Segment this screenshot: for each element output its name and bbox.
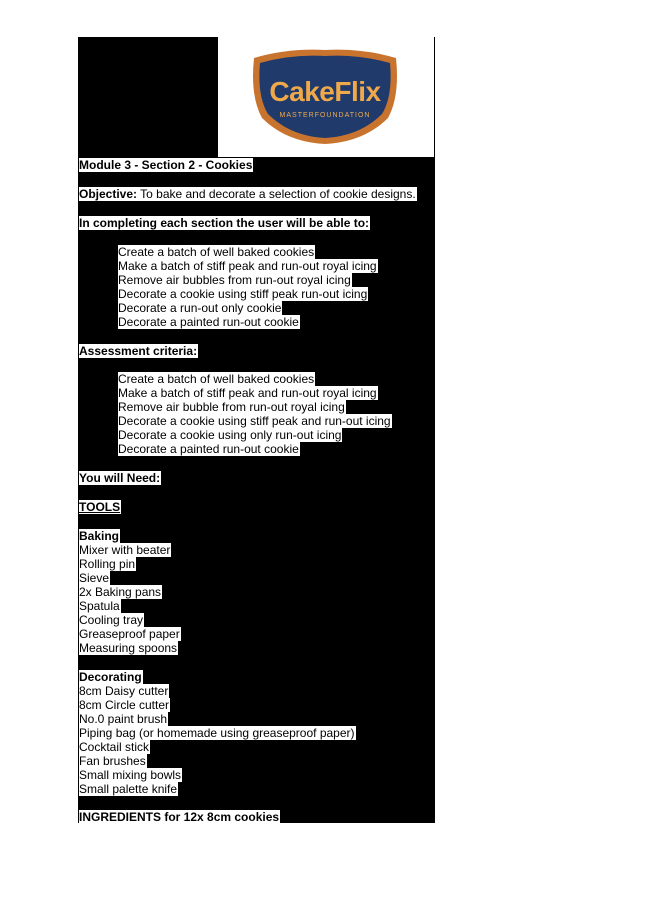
list-item: Decorate a cookie using only run-out icing xyxy=(118,428,342,442)
header-black-panel xyxy=(78,37,218,157)
list-item: Cooling tray xyxy=(79,613,144,627)
tools-heading: TOOLS xyxy=(79,500,121,514)
completing-heading: In completing each section the user will be able to: xyxy=(79,216,370,230)
list-item: Rolling pin xyxy=(79,557,136,571)
decorating-heading: Decorating xyxy=(79,670,142,684)
list-item: Small mixing bowls xyxy=(79,768,182,782)
logo-wordmark: CakeFlix xyxy=(269,76,381,107)
baking-heading: Baking xyxy=(79,529,120,543)
list-item: Decorate a painted run-out cookie xyxy=(118,315,299,329)
list-item: Mixer with beater xyxy=(79,543,171,557)
assessment-heading: Assessment criteria: xyxy=(79,344,198,358)
list-item: Cocktail stick xyxy=(79,740,150,754)
list-item: Create a batch of well baked cookies xyxy=(118,372,315,386)
module-heading: Module 3 - Section 2 - Cookies xyxy=(79,158,253,172)
list-item: 2x Baking pans xyxy=(79,585,162,599)
ingredients-heading: INGREDIENTS for 12x 8cm cookies xyxy=(79,810,280,824)
list-item: Measuring spoons xyxy=(79,641,178,655)
list-item: Piping bag (or homemade using greaseproof paper) xyxy=(79,726,355,740)
list-item: Spatula xyxy=(79,599,120,613)
list-item: Small palette knife xyxy=(79,782,178,796)
list-item: Decorate a cookie using stiff peak run-out icing xyxy=(118,287,368,301)
list-item: Create a batch of well baked cookies xyxy=(118,245,315,259)
objective-line xyxy=(79,188,417,201)
list-item: Remove air bubble from run-out royal icing xyxy=(118,400,345,414)
list-item: Make a batch of stiff peak and run-out royal icing xyxy=(118,386,377,400)
list-item: Sieve xyxy=(79,571,110,585)
list-item: Remove air bubbles from run-out royal icing xyxy=(118,273,351,287)
list-item: Greaseproof paper xyxy=(79,627,180,641)
objective-label: Objective: xyxy=(79,187,138,201)
list-item: No.0 paint brush xyxy=(79,712,168,726)
logo-tagline: MASTERFOUNDATION xyxy=(279,112,371,119)
list-item: 8cm Daisy cutter xyxy=(79,684,169,698)
list-item: Fan brushes xyxy=(79,754,146,768)
list-item: Decorate a cookie using stiff peak and run-out icing xyxy=(118,414,391,428)
list-item: Make a batch of stiff peak and run-out royal icing xyxy=(118,259,377,273)
need-heading: You will Need: xyxy=(79,471,161,485)
list-item: 8cm Circle cutter xyxy=(79,698,170,712)
cakeflix-logo xyxy=(248,46,402,146)
list-item: Decorate a run-out only cookie xyxy=(118,301,282,315)
objective-text: To bake and decorate a selection of cookie designs. xyxy=(137,187,416,201)
list-item: Decorate a painted run-out cookie xyxy=(118,442,299,456)
